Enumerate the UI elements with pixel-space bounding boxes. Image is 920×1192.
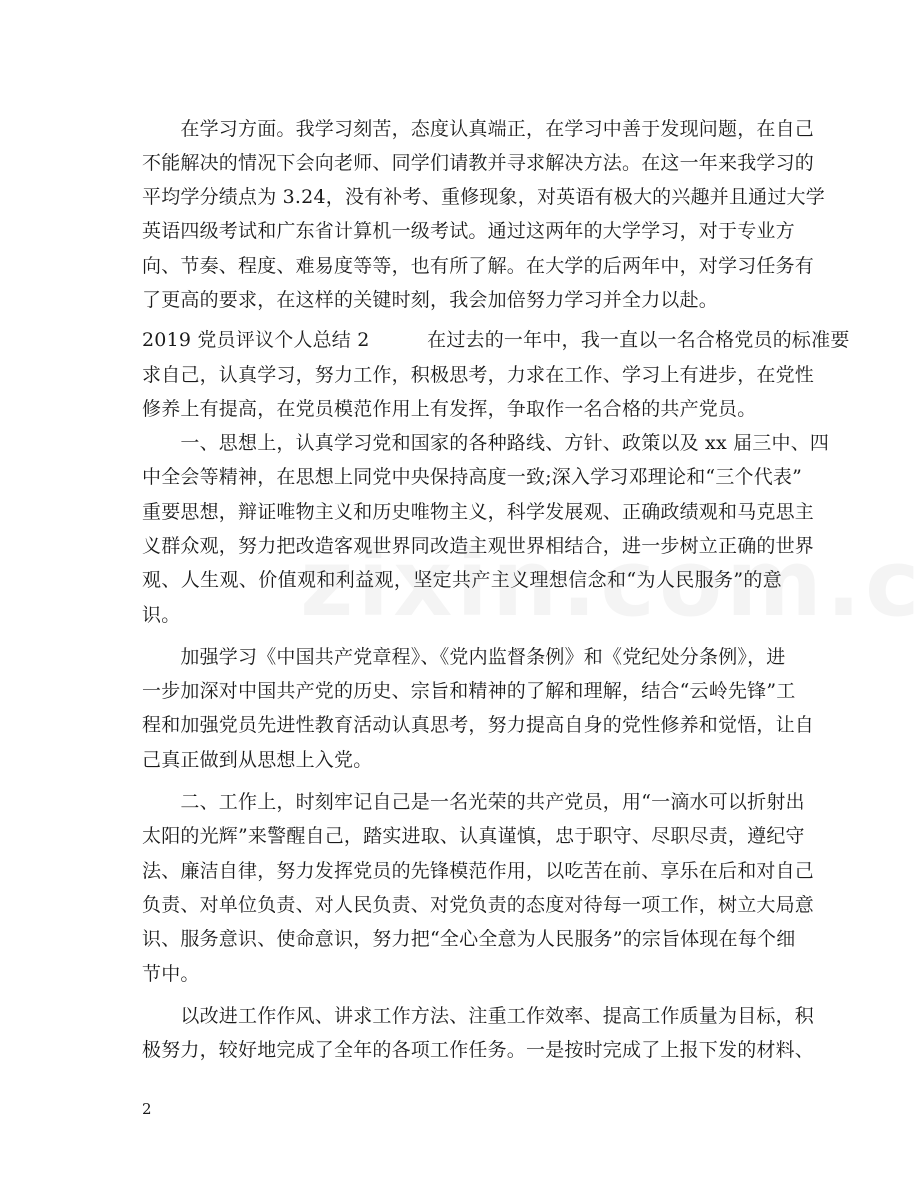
text-line: 二、工作上，时刻牢记自己是一名光荣的共产党员，用“一滴水可以折射出 xyxy=(142,791,805,813)
text-line: 己真正做到从思想上入党。 xyxy=(142,749,373,771)
text-line: 求自己，认真学习，努力工作，积极思考，力求在工作、学习上有进步，在党性 xyxy=(142,364,815,386)
text-line: 2019 党员评议个人总结 2 在过去的一年中，我一直以一名合格党员的标准要 xyxy=(142,329,850,351)
text-line: 中全会等精神，在思想上同党中央保持高度一致;深入学习邓理论和“三个代表” xyxy=(142,466,803,488)
text-line: 节中。 xyxy=(142,963,200,985)
text-line: 加强学习《中国共产党章程》、《党内监督条例》和《党纪处分条例》，进 xyxy=(142,646,786,668)
text-line: 以改进工作作风、讲求工作方法、注重工作效率、提高工作质量为目标，积 xyxy=(142,1005,815,1027)
text-line: 一步加深对中国共产党的历史、宗旨和精神的了解和理解，结合“云岭先锋”工 xyxy=(142,680,796,702)
text-line: 一、思想上，认真学习党和国家的各种路线、方针、政策以及 xx 届三中、四 xyxy=(142,432,830,454)
text-line: 极努力，较好地完成了全年的各项工作任务。一是按时完成了上报下发的材料、 xyxy=(142,1039,815,1061)
text-line: 不能解决的情况下会向老师、同学们请教并寻求解决方法。在这一年来我学习的 xyxy=(142,152,815,174)
text-line: 义群众观，努力把改造客观世界同改造主观世界相结合，进一步树立正确的世界 xyxy=(142,535,815,557)
text-line: 负责、对单位负责、对人民负责、对党负责的态度对待每一项工作，树立大局意 xyxy=(142,894,815,916)
text-line: 了更高的要求，在这样的关键时刻，我会加倍努力学习并全力以赴。 xyxy=(142,289,719,311)
text-line: 识。 xyxy=(142,604,181,626)
text-line: 在学习方面。我学习刻苦，态度认真端正，在学习中善于发现问题，在自己 xyxy=(142,118,815,140)
text-line: 识、服务意识、使命意识，努力把“全心全意为人民服务”的宗旨体现在每个细 xyxy=(142,928,796,950)
text-line: 程和加强党员先进性教育活动认真思考，努力提高自身的党性修养和觉悟，让自 xyxy=(142,714,815,736)
page-number: 2 xyxy=(142,1100,152,1118)
text-line: 观、人生观、价值观和利益观，坚定共产主义理想信念和“为人民服务”的意 xyxy=(142,569,782,591)
text-line: 修养上有提高，在党员模范作用上有发挥，争取作一名合格的共产党员。 xyxy=(142,398,757,420)
text-line: 法、廉洁自律，努力发挥党员的先锋模范作用，以吃苦在前、享乐在后和对自己 xyxy=(142,860,815,882)
text-line: 太阳的光辉”来警醒自己，踏实进取、认真谨慎，忠于职守、尽职尽责，遵纪守 xyxy=(142,825,805,847)
text-line: 重要思想，辩证唯物主义和历史唯物主义，科学发展观、正确政绩观和马克思主 xyxy=(142,501,815,523)
text-line: 向、节奏、程度、难易度等等，也有所了解。在大学的后两年中，对学习任务有 xyxy=(142,255,815,277)
text-line: 英语四级考试和广东省计算机一级考试。通过这两年的大学学习，对于专业方 xyxy=(142,220,795,242)
text-line: 平均学分绩点为 3.24，没有补考、重修现象，对英语有极大的兴趣并且通过大学 xyxy=(142,186,825,208)
